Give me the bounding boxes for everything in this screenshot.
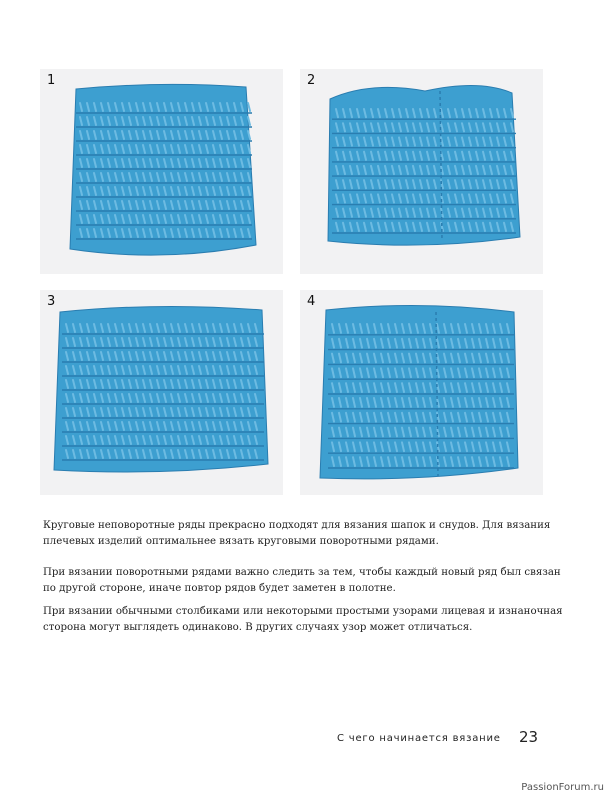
knit-swatch-image [40, 69, 283, 274]
body-paragraph: При вязании поворотными рядами важно следить за тем, чтобы каждый новый ряд был связан по другой стороне, иначе повтор рядов будет заметен в полотне. [43, 567, 561, 594]
knit-swatch-image [300, 290, 543, 495]
knit-swatch-photo-1 [40, 69, 283, 274]
knit-swatch-photo-2 [300, 69, 543, 274]
photo-number: 1 [47, 73, 56, 88]
photo-number: 3 [47, 294, 56, 309]
photo-number: 2 [307, 73, 316, 88]
knit-swatch-photo-4 [300, 290, 543, 495]
watermark-text: PassionForum.ru [521, 782, 604, 793]
photo-number: 4 [307, 294, 316, 309]
knit-swatch-image [40, 290, 283, 495]
body-paragraph: Круговые неповоротные ряды прекрасно подходят для вязания шапок и снудов. Для вязания плечевых изделий оптимальнее вязать круговыми поворотными рядами. [43, 520, 551, 547]
knit-swatch-photo-3 [40, 290, 283, 495]
footer-chapter-title: С чего начинается вязание [337, 733, 501, 744]
page-number: 23 [519, 728, 539, 746]
knit-swatch-image [300, 69, 543, 274]
body-paragraph: При вязании обычными столбиками или некоторыми простыми узорами лицевая и изнаночная сторона могут выглядеть одинаково. В других случаях узор может отличаться. [43, 606, 563, 633]
